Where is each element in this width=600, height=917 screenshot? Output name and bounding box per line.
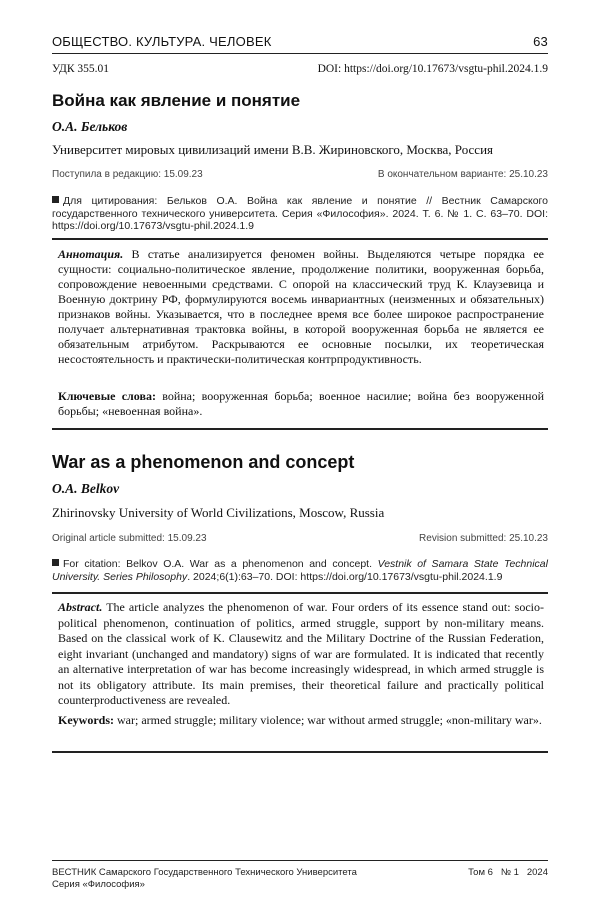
en-abstract — [58, 600, 544, 709]
ru-abstract-label: Аннотация. — [58, 247, 124, 261]
en-affiliation: Zhirinovsky University of World Civilizations, Moscow, Russia — [52, 505, 385, 520]
ru-abstract-top-rule — [52, 238, 548, 240]
en-dates — [52, 533, 548, 544]
en-author: O.A. Belkov — [52, 481, 120, 496]
square-bullet-icon — [52, 196, 59, 203]
en-title: War as a phenomenon and concept — [52, 452, 355, 472]
page-number: 63 — [533, 34, 548, 49]
en-received-date: Original article submitted: 15.09.23 — [52, 533, 207, 544]
running-title: ОБЩЕСТВО. КУЛЬТУРА. ЧЕЛОВЕК — [52, 34, 272, 49]
ru-title: Война как явление и понятие — [52, 91, 301, 110]
square-bullet-icon — [52, 559, 59, 566]
footer-journal-line2: Серия «Философия» — [52, 878, 145, 890]
en-keywords — [58, 713, 544, 728]
en-citation — [52, 558, 548, 583]
ru-revised-date: В окончательном варианте: 25.10.23 — [377, 169, 548, 180]
en-abstract-label: Abstract. — [58, 600, 103, 614]
udc-code: УДК 355.01 — [52, 63, 109, 75]
footer — [52, 867, 548, 890]
en-citation-journal: Vestnik of Samara State Technical University. Series Philosophy — [52, 558, 548, 583]
en-revised-date: Revision submitted: 25.10.23 — [419, 533, 548, 544]
ru-dates — [52, 169, 548, 180]
en-citation-prefix: For citation: Belkov O.A. War as a phenomenon and concept. — [63, 558, 378, 570]
ru-abstract-bottom-rule — [52, 428, 548, 430]
ru-keywords-text: война; вооруженная борьба; военное насилие; война без вооруженной борьбы; «невоенная война». — [58, 389, 544, 418]
en-abstract-bottom-rule — [52, 751, 548, 753]
ru-received-date: Поступила в редакцию: 15.09.23 — [52, 169, 203, 180]
ru-author: О.А. Бельков — [52, 119, 128, 134]
footer-issue: Том 6 № 1 2024 — [468, 867, 548, 878]
ru-citation — [52, 195, 548, 233]
footer-rule — [52, 860, 548, 861]
ru-abstract — [58, 247, 544, 367]
udc-doi-row — [52, 63, 548, 75]
header-rule — [52, 53, 548, 54]
footer-journal-line1: ВЕСТНИК Самарского Государственного Технического Университета — [52, 867, 357, 878]
en-citation-suffix: . 2024;6(1):63–70. DOI: https://doi.org/10.17673/vsgtu-phil.2024.1.9 — [187, 570, 503, 583]
en-abstract-top-rule — [52, 592, 548, 594]
en-keywords-text: war; armed struggle; military violence; war without armed struggle; «non-military war». — [114, 713, 542, 727]
en-abstract-text: The article analyzes the phenomenon of war. Four orders of its essence stand out: socio-political phenomenon, continuation of politics, armed struggle, support by non-military means. Based on the classical work of K. Clausewitz and the Military Doctrine of the Russian Federation, eight invariant (unchanged and mandatory) signs of war are formulated. It is indicated that recently an alternative interpretation of war has become increasingly widespread, in which armed struggle is not its obligatory attribute. Its main premises, their theoretical failure and practically political counterproductiveness are revealed. — [58, 600, 544, 707]
ru-citation-text: Для цитирования: Бельков О.А. Война как явление и понятие // Вестник Самарского государственного технического университета. Серия «Философия». 2024. Т. 6. № 1. С. 63–70. DOI: https://doi.org/10.17673/vsgtu-phil.2024.1.9 — [52, 195, 548, 232]
running-header — [52, 34, 548, 49]
en-keywords-label: Keywords: — [58, 713, 114, 727]
ru-keywords — [58, 389, 544, 419]
ru-affiliation: Университет мировых цивилизаций имени В.В. Жириновского, Москва, Россия — [52, 142, 494, 157]
ru-keywords-label: Ключевые слова: — [58, 389, 156, 403]
doi-link[interactable]: DOI: https://doi.org/10.17673/vsgtu-phil.2024.1.9 — [317, 63, 548, 75]
ru-abstract-text: В статье анализируется феномен войны. Выделяются четыре порядка ее сущности: социально-политическое явление, продолжение политики, вооруженная борьба, сопровождение невоенными средствами. С опорой на классический труд К. Клаузевица и Военную доктрину РФ, формулируются восемь инвариантных (неизменных и обязательных) признаков войны. Указывается, что в последнее время все более широкое распространение получает альтернативная трактовка войны, в которой вооруженная борьба не является ее обязательным атрибутом. Раскрываются ее основные посылки, их теоретическая несостоятельность и практически-политическая контрпродуктивность. — [58, 247, 544, 366]
